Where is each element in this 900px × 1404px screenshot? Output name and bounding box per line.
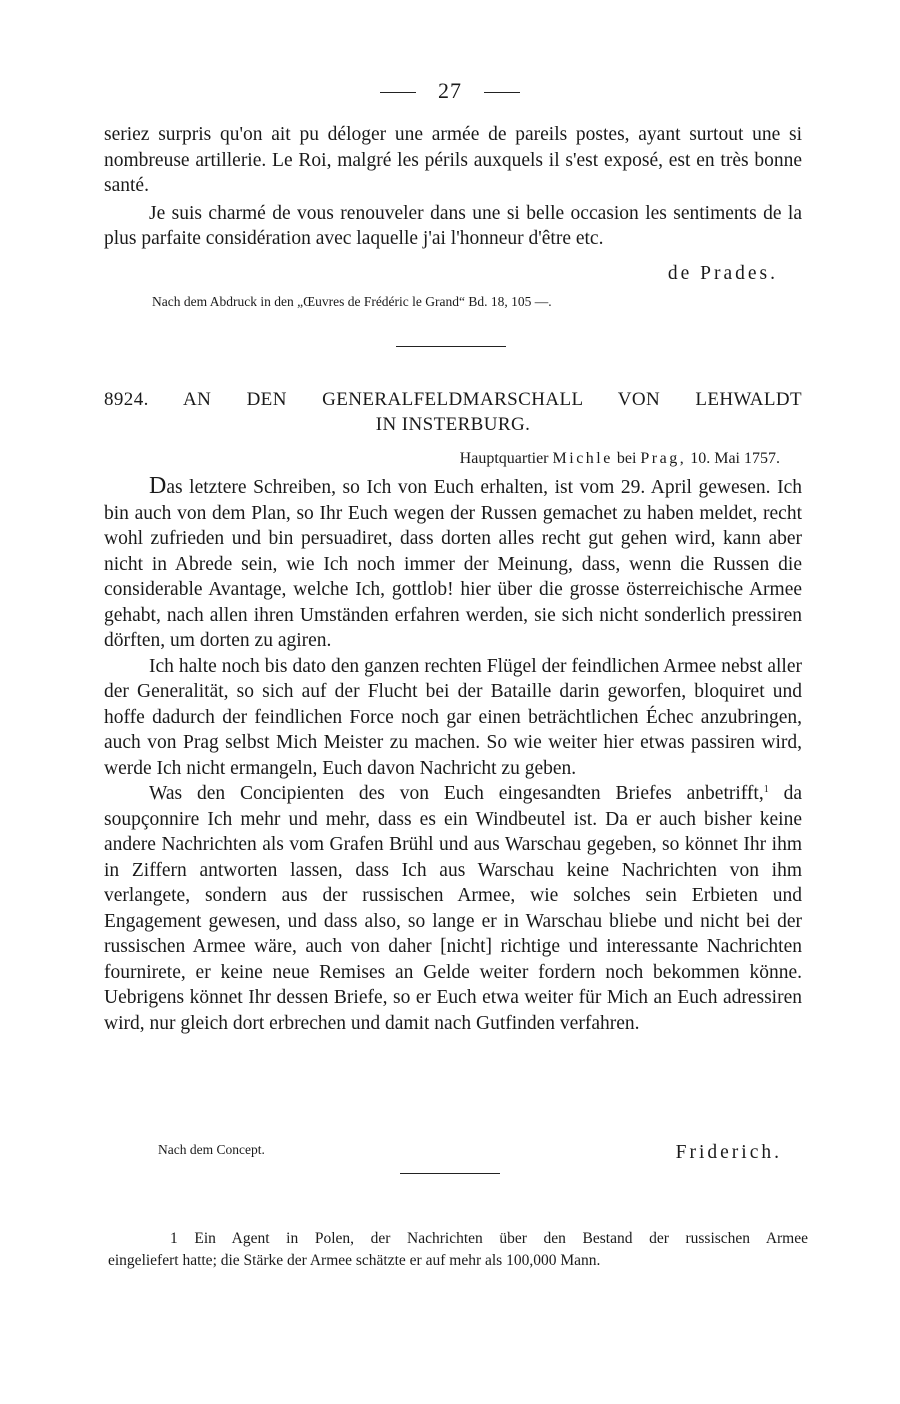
dateline xyxy=(460,450,780,468)
header-dash-left xyxy=(380,92,416,93)
letter-body xyxy=(104,474,802,1036)
drop-cap: D xyxy=(149,473,167,499)
footnote-line-1: 1 Ein Agent in Polen, der Nachrichten über den Bestand der russischen Armee xyxy=(170,1230,808,1247)
section-divider xyxy=(396,346,506,347)
footnote-marker[interactable]: 1 xyxy=(763,784,769,795)
letter-source-note: Nach dem Concept. xyxy=(158,1142,265,1157)
prev-paragraph-1: seriez surpris qu'on ait pu déloger une armée de pareils postes, ayant surtout une si nombreuse artillerie. Le Roi, malgré les périls auxquels il s'est exposé, est en très bonne santé. xyxy=(104,124,802,196)
dateline-place-1: Michle xyxy=(552,450,613,467)
letter-paragraph-1-text: as letztere Schreiben, so Ich von Euch erhalten, ist vom 29. April gewesen. Ich bin auch von dem Plan, so Ihr Euch wegen der Russen gemachet zu haben meldet, recht wohl zufrieden und bin persuadiret, dass dorten alles recht gut gehen wird, kann aber nicht in Abrede sein, wie Ich noch immer der Meinung, dass, wenn die Russen die considerable Avantage, welche Ich, gottlob! hier über die grosse österreichische Armee gehabt, nach allen ihren Umständen erfahren werden, sie sich nicht sonderlich pressiren dörften, um dorten zu agiren. xyxy=(104,477,802,651)
letter-title-line-2: IN INSTERBURG. xyxy=(375,414,531,435)
dateline-mid: bei xyxy=(616,450,637,467)
dateline-date: 10. Mai 1757. xyxy=(690,450,780,467)
letter-paragraph-3-b: da soupçonnire Ich mehr und mehr, dass es ein Windbeutel ist. Da er auch bisher keine andere Nachrichten als vom Grafen Brühl und aus Warschau gegeben, so könnet Ihr ihm in Ziffern antworten lassen, dass Ich aus Warschau keine Nachrichten von ihm verlangete, sondern aus der russischen Armee, wie solches sein Erbieten und Engagement gewesen, und dass also, so lange er in Warschau bliebe und nicht bei der russischen Armee wäre, auch von daher [nicht] richtige und interessante Nachrichten fournirete, er keine neue Remises an Gelde weiter fordern noch bekommen könne. Uebrigens könnet Ihr dessen Briefe, so er Euch etwa weiter für Mich an Euch adressiren wird, nur gleich dort erbrechen und damit nach Gutfinden verfahren. xyxy=(104,783,803,1034)
prev-paragraph-2: Je suis charmé de vous renouveler dans une si belle occasion les sentiments de la plus parfaite considération avec laquelle j'ai l'honneur d'être etc. xyxy=(104,202,802,249)
footnote-divider xyxy=(400,1173,500,1174)
letter-heading-line-1 xyxy=(104,387,802,412)
letter-number: 8924. xyxy=(104,389,149,410)
letter-heading xyxy=(104,387,802,437)
letter-paragraph-1 xyxy=(104,474,802,654)
header-dash-right xyxy=(484,92,520,93)
dateline-prefix: Hauptquartier xyxy=(459,450,549,467)
footnote-line-2: eingeliefert hatte; die Stärke der Armee schätzte er auf mehr als 100,000 Mann. xyxy=(108,1252,601,1269)
page-number: 27 xyxy=(438,78,462,103)
letter-paragraph-2: Ich halte noch bis dato den ganzen rechten Flügel der feindlichen Armee nebst aller der Generalität, so sich auf der Flucht bei der Bataille darin geworfen, bloquiret und hoffe dadurch der feindlichen Force noch gar einen beträchtlichen Échec anzubringen, auch von Prag selbst Mich Meister zu machen. So wie weiter hier etwas passiren wird, werde Ich nicht ermangeln, Euch davon Nachricht zu geben. xyxy=(104,655,802,779)
letter-title-line-1: AN DEN GENERALFELDMARSCHALL VON LEHWALDT xyxy=(183,389,802,410)
letter-signature: Friderich. xyxy=(675,1142,782,1163)
letter-paragraph-3-a: Was den Concipienten des von Euch eingesandten Briefes anbetrifft, xyxy=(149,783,764,804)
dateline-place-2: Prag, xyxy=(640,450,687,467)
letter-paragraph-3 xyxy=(104,781,802,1036)
prev-source-note: Nach dem Abdruck in den „Œuvres de Frédéric le Grand“ Bd. 18, 105 —. xyxy=(152,294,552,309)
previous-letter-body xyxy=(104,122,802,252)
footnote xyxy=(108,1228,808,1272)
prev-signature: de Prades. xyxy=(667,263,778,284)
page-header xyxy=(0,78,900,104)
